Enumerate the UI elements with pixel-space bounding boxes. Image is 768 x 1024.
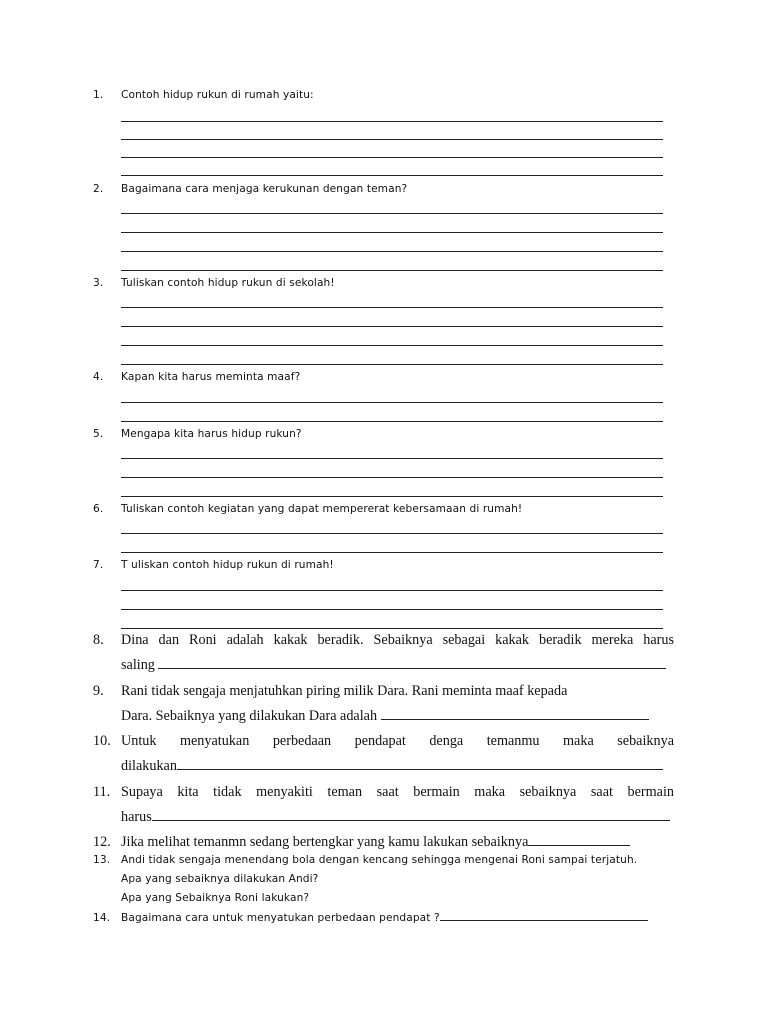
question-text: Bagaimana cara untuk menyatukan perbedaan pendapat ?: [121, 912, 440, 924]
answer-line[interactable]: [121, 552, 663, 553]
answer-line[interactable]: [121, 139, 663, 140]
answer-line[interactable]: [121, 251, 663, 252]
answer-line[interactable]: [121, 496, 663, 497]
question-number: 13.: [93, 854, 111, 866]
question-text-cont: [121, 834, 630, 851]
question-text: Kapan kita harus meminta maaf?: [121, 371, 301, 383]
question-number: 6.: [93, 503, 104, 515]
question-number: 2.: [93, 183, 104, 195]
question-number: 5.: [93, 428, 104, 440]
answer-line[interactable]: [121, 402, 663, 403]
question-number: 14.: [93, 912, 111, 924]
answer-line[interactable]: [121, 590, 663, 591]
question-number: 9.: [93, 683, 104, 699]
answer-blank[interactable]: [381, 718, 649, 720]
question-text: Tuliskan contoh kegiatan yang dapat mempererat kebersamaan di rumah!: [121, 503, 523, 515]
question-text-prefix: harus: [121, 809, 152, 825]
answer-blank[interactable]: [440, 919, 648, 921]
question-number: 3.: [93, 277, 104, 289]
question-text-cont: [121, 758, 663, 775]
answer-line[interactable]: [121, 628, 663, 629]
question-number: 7.: [93, 559, 104, 571]
answer-line[interactable]: [121, 157, 663, 158]
answer-line[interactable]: [121, 307, 663, 308]
answer-blank[interactable]: [158, 667, 666, 669]
answer-line[interactable]: [121, 121, 663, 122]
answer-line[interactable]: [121, 533, 663, 534]
question-text: Rani tidak sengaja menjatuhkan piring milik Dara. Rani meminta maaf kepada: [121, 683, 568, 699]
question-number: 12.: [93, 834, 111, 850]
answer-line[interactable]: [121, 213, 663, 214]
question-text: T uliskan contoh hidup rukun di rumah!: [121, 559, 334, 571]
answer-line[interactable]: [121, 232, 663, 233]
question-text: Untuk menyatukan perbedaan pendapat denga temanmu maka sebaiknya: [121, 733, 674, 749]
answer-line[interactable]: [121, 326, 663, 327]
question-number: 8.: [93, 632, 104, 648]
answer-blank[interactable]: [528, 844, 630, 846]
answer-line[interactable]: [121, 458, 663, 459]
question-text-cont: [121, 912, 648, 924]
question-text: Bagaimana cara menjaga kerukunan dengan teman?: [121, 183, 408, 195]
question-number: 11.: [93, 784, 111, 800]
answer-blank[interactable]: [177, 768, 663, 770]
answer-line[interactable]: [121, 345, 663, 346]
question-text: Mengapa kita harus hidup rukun?: [121, 428, 302, 440]
question-number: 4.: [93, 371, 104, 383]
answer-line[interactable]: [121, 477, 663, 478]
question-text: Tuliskan contoh hidup rukun di sekolah!: [121, 277, 335, 289]
question-number: 1.: [93, 89, 104, 101]
answer-line[interactable]: [121, 364, 663, 365]
answer-line[interactable]: [121, 175, 663, 176]
answer-line[interactable]: [121, 421, 663, 422]
question-text-prefix: Dara. Sebaiknya yang dilakukan Dara adalah: [121, 708, 378, 724]
answer-line[interactable]: [121, 609, 663, 610]
question-text: Apa yang sebaiknya dilakukan Andi?: [121, 873, 319, 885]
question-text: Contoh hidup rukun di rumah yaitu:: [121, 89, 314, 101]
question-text: Dina dan Roni adalah kakak beradik. Sebaiknya sebagai kakak beradik mereka harus: [121, 632, 674, 648]
question-text-cont: [121, 809, 670, 826]
question-text: Supaya kita tidak menyakiti teman saat bermain maka sebaiknya saat bermain: [121, 784, 674, 800]
question-text: Jika melihat temanmn sedang bertengkar yang kamu lakukan sebaiknya: [121, 834, 529, 850]
answer-line[interactable]: [121, 270, 663, 271]
question-text-prefix: saling: [121, 657, 155, 673]
question-number: 10.: [93, 733, 111, 749]
question-text-cont: [121, 708, 649, 725]
question-text: Apa yang Sebaiknya Roni lakukan?: [121, 892, 310, 904]
answer-blank[interactable]: [152, 819, 670, 821]
question-text: Andi tidak sengaja menendang bola dengan kencang sehingga mengenai Roni sampai terjatuh.: [121, 854, 638, 866]
question-text-prefix: dilakukan: [121, 758, 177, 774]
question-text-cont: [121, 657, 666, 674]
